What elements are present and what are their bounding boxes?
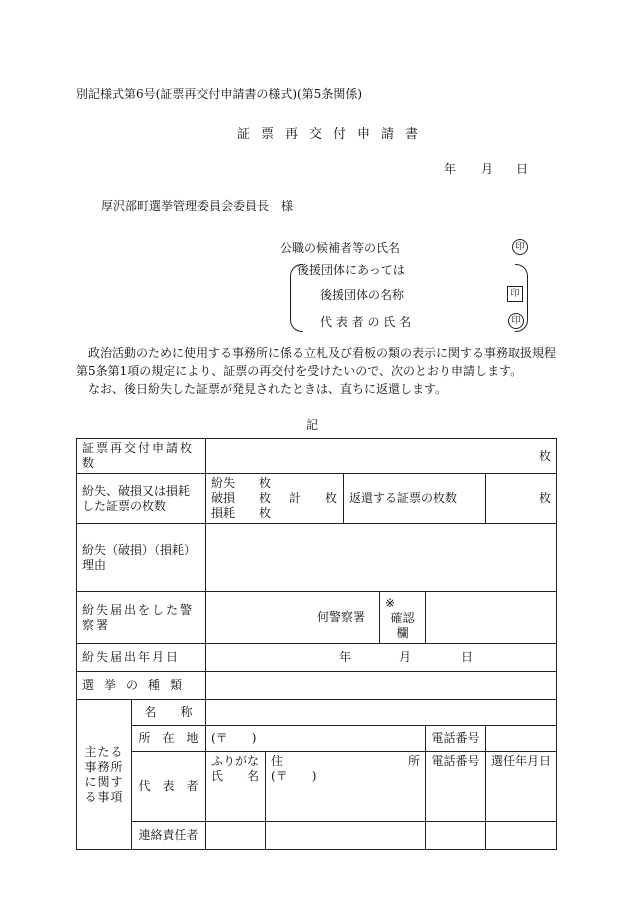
contact-date-field[interactable] — [486, 822, 557, 850]
candidate-name-label: 公職の候補者等の氏名 — [280, 241, 401, 255]
worn-item-label: 損耗 — [211, 506, 236, 520]
report-month: 月 — [399, 650, 412, 664]
table-row — [77, 672, 557, 700]
seal-mark: 印 — [508, 313, 524, 329]
seal-mark-square: 印 — [507, 286, 523, 302]
table-row — [77, 752, 557, 822]
return-label: 返還する証票の枚数 — [344, 474, 486, 524]
page-title: 証票再交付申請書 — [237, 127, 430, 142]
table-row — [77, 439, 557, 474]
office-matters-line: 主たる — [84, 744, 124, 759]
office-phone-field[interactable] — [486, 726, 557, 752]
date-year-label: 年 — [444, 162, 457, 176]
rep-name-field[interactable] — [206, 752, 266, 822]
name-label: 氏 名 — [211, 769, 260, 783]
postal-mark: (〒 ) — [211, 731, 257, 745]
count-label: 証票再交付申請枚数 — [77, 439, 206, 474]
count-unit: 枚 — [539, 448, 552, 463]
confirm-label: 確認欄 — [390, 611, 415, 640]
group-name-label: 後援団体の名称 — [320, 288, 405, 302]
office-matters-line: る事項 — [84, 789, 124, 804]
police-label: 紛失届出をした警察署 — [77, 592, 206, 644]
office-name-field[interactable] — [206, 700, 557, 726]
rep-address-field[interactable] — [266, 752, 426, 822]
report-day: 日 — [461, 650, 474, 664]
office-matters-line: 事務所 — [84, 759, 124, 774]
broken-item-label: 破損 — [211, 491, 236, 505]
office-name-label: 名 称 — [132, 700, 206, 726]
return-count-unit: 枚 — [539, 491, 552, 505]
office-address-label: 所 在 地 — [132, 726, 206, 752]
appointed-date-label: 選任年月日 — [486, 752, 557, 822]
item-unit: 枚 — [259, 476, 272, 490]
confirm-mark: ※ — [385, 596, 396, 610]
reason-field[interactable] — [206, 524, 557, 592]
table-row — [77, 644, 557, 672]
address-label: 住 — [271, 754, 284, 768]
date-day-label: 日 — [516, 162, 529, 176]
confirm-field[interactable] — [426, 592, 557, 644]
ki-heading: 記 — [306, 418, 319, 432]
contact-name-field[interactable] — [206, 822, 266, 850]
group-case-label: 後援団体にあっては — [297, 263, 405, 277]
office-phone-label: 電話番号 — [426, 726, 486, 752]
lost-item-label: 紛失 — [211, 476, 236, 490]
lost-breakdown-field[interactable] — [206, 474, 344, 524]
confirm-cell — [380, 592, 426, 644]
table-row — [77, 524, 557, 592]
form-label: 別記様式第6号(証票再交付申請書の様式)(第5条関係) — [76, 87, 362, 101]
count-field[interactable] — [206, 439, 557, 474]
contact-address-field[interactable] — [266, 822, 426, 850]
body-paragraph-line-2: 第5条第1項の規定により、証票の再交付を受けたいので、次のとおり申請します。 — [76, 364, 523, 378]
report-date-field[interactable] — [206, 644, 557, 672]
table-row — [77, 474, 557, 524]
furigana-label: ふりがな — [211, 754, 260, 768]
police-station-label: 何警察署 — [317, 610, 366, 624]
office-matters-line: に関す — [84, 774, 124, 789]
table-row — [77, 700, 557, 726]
addressee: 厚沢部町選挙管理委員会委員長 様 — [101, 199, 294, 213]
return-count-field[interactable] — [486, 474, 557, 524]
item-unit: 枚 — [259, 491, 272, 505]
table-row — [77, 726, 557, 752]
total-label: 計 — [289, 491, 302, 505]
report-date-label: 紛失届出年月日 — [77, 644, 206, 672]
item-unit: 枚 — [325, 491, 338, 505]
office-address-field[interactable] — [206, 726, 426, 752]
rep-phone-label: 電話番号 — [426, 752, 486, 822]
rep-label: 代 表 者 — [132, 752, 206, 822]
body-paragraph-return: なお、後日紛失した証票が発見されたときは、直ちに返還します。 — [88, 382, 448, 396]
contact-phone-field[interactable] — [426, 822, 486, 850]
representative-label: 代 表 者 の 氏 名 — [320, 315, 412, 329]
date-month-label: 月 — [481, 162, 494, 176]
table-row — [77, 822, 557, 850]
item-unit: 枚 — [259, 506, 272, 520]
election-type-field[interactable] — [206, 672, 557, 700]
report-year: 年 — [339, 650, 352, 664]
body-paragraph-line-1: 政治活動のために使用する事務所に係る立札及び看板の類の表示に関する事務取扱規程 — [88, 346, 557, 360]
office-matters-label — [77, 700, 132, 850]
police-station-field[interactable] — [206, 592, 380, 644]
reason-label: 紛失（破損）（損耗）理由 — [77, 524, 206, 592]
address-label-end: 所 — [408, 754, 421, 768]
reissue-table — [76, 438, 557, 850]
election-type-label: 選挙の種類 — [77, 672, 206, 700]
contact-label: 連絡責任者 — [132, 822, 206, 850]
table-row — [77, 592, 557, 644]
seal-mark: 印 — [512, 239, 528, 255]
rep-postal-mark: (〒 ) — [271, 769, 317, 783]
lost-label: 紛失、破損又は損耗した証票の枚数 — [77, 474, 206, 524]
